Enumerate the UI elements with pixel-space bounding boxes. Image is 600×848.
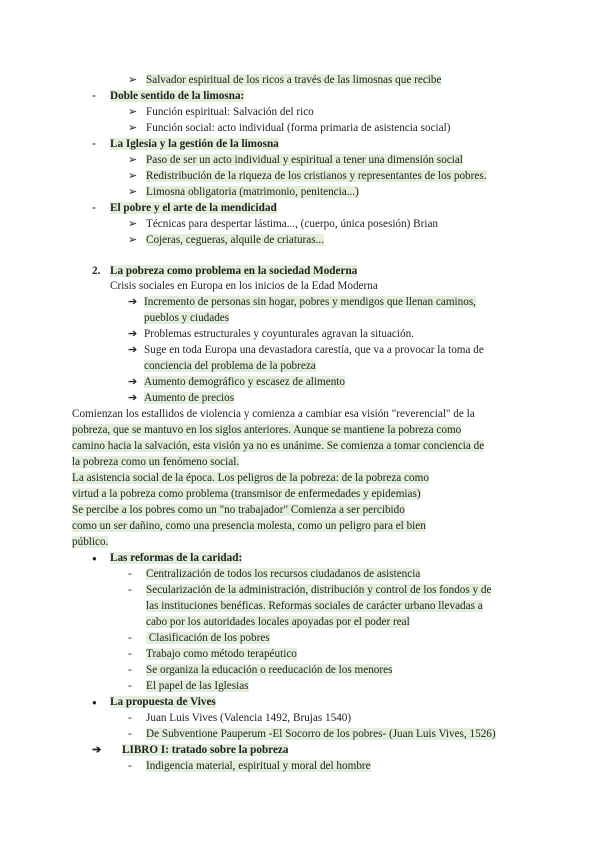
list-item-continuation: cabo por los autoridades locales apoyadas por el poder real [146, 616, 410, 628]
paragraph-line: público. [72, 536, 109, 548]
section-heading: 2. La pobreza como problema en la sociedad Moderna [92, 265, 358, 277]
list-item: - Juan Luis Vives (Valencia 1492, Brujas 1540) [128, 712, 352, 724]
list-item: ➢ Función espiritual: Salvación del rico [128, 106, 314, 118]
list-item-continuation: conciencia del problema de la pobreza [144, 360, 316, 372]
paragraph-line: La asistencia social de la época. Los peligros de la pobreza: de la pobreza como [72, 472, 429, 484]
paragraph-line: virtud a la pobreza como problema (transmisor de enfermedades y epidemias) [72, 488, 421, 500]
paragraph-line: Crisis sociales en Europa en los inicios de la Edad Moderna [110, 280, 378, 292]
section-number: 2. [92, 265, 101, 277]
arrowhead-bullet-icon: ➢ [128, 106, 138, 118]
dash-bullet-icon: - [128, 584, 132, 596]
list-heading: ● La propuesta de Vives [92, 696, 216, 708]
list-item: ➢ Técnicas para despertar lástima..., (cuerpo, única posesión) Brian [128, 218, 439, 230]
list-heading: - Doble sentido de la limosna: [92, 90, 245, 102]
arrow-bullet-icon: ➔ [128, 296, 138, 308]
arrow-bullet-icon: ➔ [128, 376, 138, 388]
dash-bullet-icon: - [92, 90, 96, 102]
list-item: ➢ Redistribución de la riqueza de los cristianos y representantes de los pobres. [128, 170, 487, 182]
paragraph-line: como un ser dañino, como una presencia molesta, como un peligro para el bien [72, 520, 426, 532]
list-item: - El papel de las Iglesias [128, 680, 249, 692]
list-item: - De Subventione Pauperum -El Socorro de los pobres- (Juan Luis Vives, 1526) [128, 728, 496, 740]
list-heading: - La Iglesia y la gestión de la limosna [92, 138, 279, 150]
paragraph-line: camino hacia la salvación, esta visión ya no es unánime. Se comienza a tomar conciencia de [72, 440, 485, 452]
dash-bullet-icon: - [128, 664, 132, 676]
dash-bullet-icon: - [92, 138, 96, 150]
dash-bullet-icon: - [128, 568, 132, 580]
list-item: ➔ Aumento demográfico y escasez de alimento [128, 376, 345, 388]
list-item: - Se organiza la educación o reeducación de los menores [128, 664, 393, 676]
arrowhead-bullet-icon: ➢ [128, 154, 138, 166]
list-item: - Secularización de la administración, distribución y control de los fondos y de [128, 584, 492, 596]
arrowhead-bullet-icon: ➢ [128, 218, 138, 230]
dash-bullet-icon: - [128, 760, 132, 772]
arrow-bullet-icon: ➔ [128, 392, 138, 404]
dash-bullet-icon: - [128, 712, 132, 724]
arrow-bullet-icon: ➔ [128, 328, 138, 340]
list-item: ➔ Incremento de personas sin hogar, pobres y mendigos que llenan caminos, [128, 296, 476, 308]
list-item: - Centralización de todos los recursos ciudadanos de asistencia [128, 568, 421, 580]
list-item: ➔ Aumento de precios [128, 392, 235, 404]
round-bullet-icon: ● [92, 698, 97, 707]
list-item: ➢ Paso de ser un acto individual y espiritual a tener una dimensión social [128, 154, 463, 166]
round-bullet-icon: ● [92, 554, 97, 563]
list-item: ➢ Salvador espiritual de los ricos a través de las limosnas que recibe [128, 74, 442, 86]
paragraph-line: Se percibe a los pobres como un "no trabajador" Comienza a ser percibido [72, 504, 405, 516]
arrowhead-bullet-icon: ➢ [128, 234, 138, 246]
list-item: ➔ Suge en toda Europa una devastadora carestía, que va a provocar la toma de [128, 344, 484, 356]
list-item: ➢ Limosna obligatoria (matrimonio, penitencia...) [128, 186, 359, 198]
arrowhead-bullet-icon: ➢ [128, 170, 138, 182]
dash-bullet-icon: - [128, 632, 132, 644]
arrowhead-bullet-icon: ➢ [128, 74, 138, 86]
list-item: ➢ Cojeras, cegueras, alquile de criaturas... [128, 234, 324, 246]
list-item-continuation: pueblos y ciudades [144, 312, 230, 324]
list-heading: - El pobre y el arte de la mendicidad [92, 202, 277, 214]
paragraph-line: Comienzan los estallidos de violencia y comienza a cambiar esa visión "reverencial" de la [72, 408, 475, 420]
arrowhead-bullet-icon: ➢ [128, 186, 138, 198]
dash-bullet-icon: - [128, 680, 132, 692]
list-item: ➔ Problemas estructurales y coyunturales agravan la situación. [128, 328, 414, 340]
arrow-bullet-icon: ➔ [92, 744, 102, 756]
paragraph-line: la pobreza como un fenómeno social. [72, 456, 240, 468]
paragraph-line: pobreza, que se mantuvo en los siglos anteriores. Aunque se mantiene la pobreza como [72, 424, 462, 436]
list-heading: ● Las reformas de la caridad: [92, 552, 243, 564]
arrow-bullet-icon: ➔ [128, 344, 138, 356]
list-item-continuation: las instituciones benéficas. Reformas sociales de carácter urbano llevadas a [146, 600, 483, 612]
arrowhead-bullet-icon: ➢ [128, 122, 138, 134]
dash-bullet-icon: - [92, 202, 96, 214]
list-item: - Clasificación de los pobres [128, 632, 270, 644]
list-heading: ➔ LIBRO I: tratado sobre la pobreza [92, 744, 289, 756]
list-item: ➢ Función social: acto individual (forma primaria de asistencia social) [128, 122, 451, 134]
list-item: - Trabajo como método terapéutico [128, 648, 297, 660]
list-item: - Indigencia material, espiritual y moral del hombre [128, 760, 371, 772]
dash-bullet-icon: - [128, 648, 132, 660]
dash-bullet-icon: - [128, 728, 132, 740]
